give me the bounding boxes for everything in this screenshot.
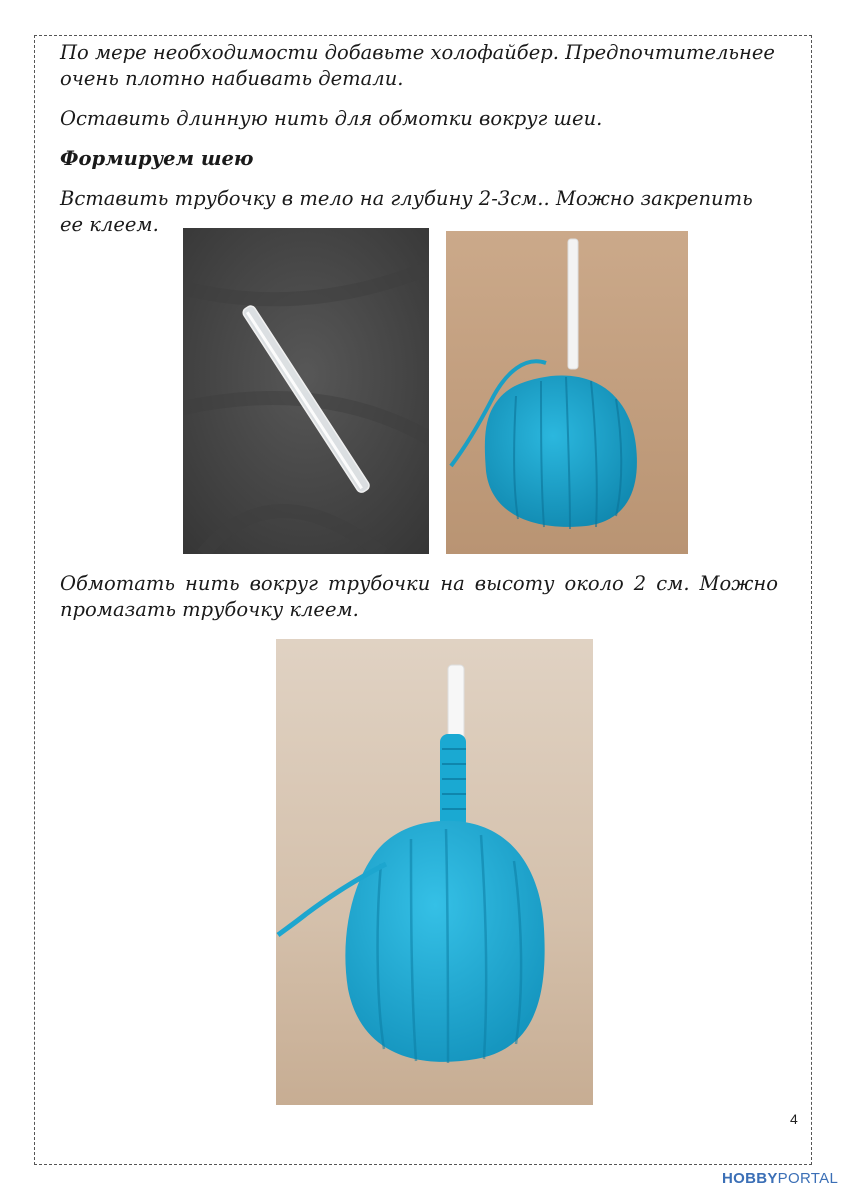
step-wrap-line1: Обмотать нить вокруг трубочки на высоту около 2 см. Можно [60, 572, 778, 595]
paragraph-thread: Оставить длинную нить для обмотки вокруг шеи. [60, 107, 603, 130]
photo-knitted-body-neck [276, 639, 593, 1105]
step-wrap-line2: промазать трубочку клеем. [60, 598, 359, 621]
step-insert-straw: Вставить трубочку в тело на глубину 2-3см.. Можно закрепить ее клеем. [60, 187, 753, 236]
photo-straw [183, 228, 429, 554]
brand-hobby: HOBBY [722, 1170, 778, 1187]
brand-portal: PORTAL [777, 1170, 839, 1187]
photo-knitted-body-straw [446, 231, 688, 554]
paragraph-stuffing: По мере необходимости добавьте холофайбер. Предпочтительнее очень плотно набивать детали. [60, 41, 775, 90]
page-number: 4 [790, 1111, 798, 1127]
section-heading: Формируем шею [60, 147, 254, 170]
brand-logo[interactable] [722, 1170, 838, 1187]
